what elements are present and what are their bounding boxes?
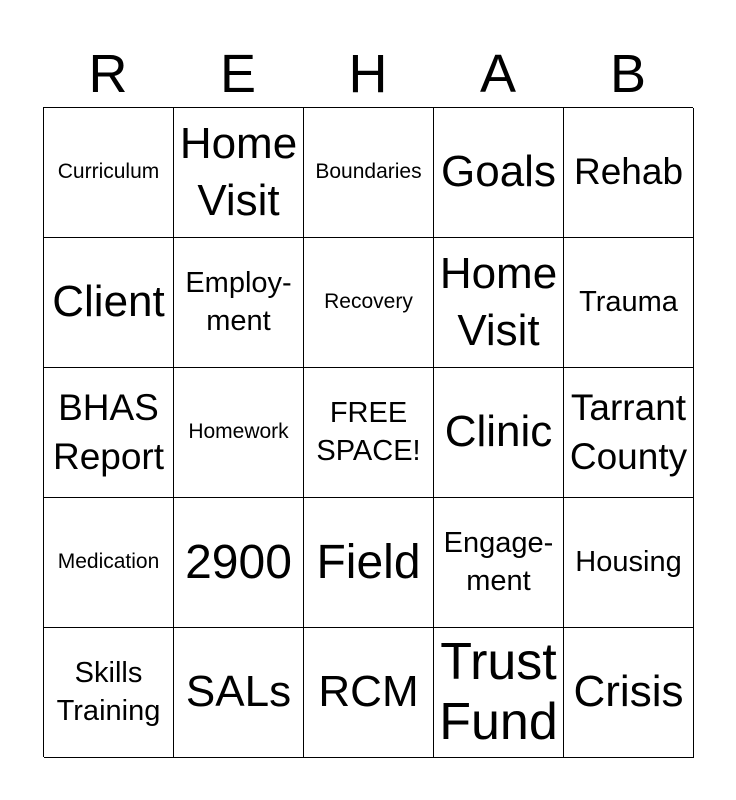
header-letter-r: R [88,44,128,104]
bingo-cell[interactable] [434,368,564,498]
bingo-header [43,40,693,108]
cell-label: Medication [57,550,160,574]
bingo-cell[interactable] [44,628,174,758]
cell-label: Recovery [324,290,413,314]
cell-label: Field [316,535,421,589]
bingo-cell[interactable] [174,108,304,238]
free-space-cell[interactable] [304,368,434,498]
cell-label: Employ- ment [185,266,292,337]
cell-label: Housing [575,545,682,578]
header-letter-a: A [479,44,517,104]
bingo-cell[interactable] [44,108,174,238]
cell-label: Goals [441,147,556,197]
bingo-cell[interactable] [174,498,304,628]
bingo-board [43,107,693,757]
cell-label: Tarrant County [569,387,688,477]
cell-label: BHAS Report [52,387,165,477]
bingo-cell[interactable] [434,628,564,758]
header-letter-e: E [219,44,257,104]
cell-label: 2900 [185,535,292,589]
header-letter-h: H [348,44,388,104]
bingo-cell[interactable] [174,628,304,758]
cell-label: Skills Training [56,656,161,727]
header-letter-b: B [609,44,647,104]
bingo-cell[interactable] [304,238,434,368]
bingo-cell[interactable] [564,238,694,368]
bingo-cell[interactable] [174,238,304,368]
cell-label: Engage- ment [443,526,554,597]
cell-label: Trauma [579,285,678,318]
cell-label: RCM [318,667,419,717]
bingo-cell[interactable] [434,238,564,368]
cell-label: Home Visit [179,119,298,225]
cell-label: Home Visit [439,249,558,355]
cell-label: Boundaries [315,160,422,184]
bingo-cell[interactable] [304,628,434,758]
cell-label: Clinic [444,407,553,457]
cell-label: Homework [188,420,289,444]
bingo-cell[interactable] [564,628,694,758]
bingo-cell[interactable] [434,498,564,628]
cell-label: SALs [185,667,292,717]
cell-label: Rehab [573,151,684,193]
cell-label: Curriculum [57,160,160,184]
cell-label: Trust Fund [439,632,558,751]
bingo-cell[interactable] [434,108,564,238]
bingo-cell[interactable] [44,498,174,628]
cell-label: FREE SPACE! [316,396,421,467]
bingo-cell[interactable] [174,368,304,498]
bingo-cell[interactable] [44,368,174,498]
bingo-cell[interactable] [304,108,434,238]
bingo-cell[interactable] [564,368,694,498]
bingo-cell[interactable] [564,108,694,238]
cell-label: Crisis [573,667,684,717]
bingo-cell[interactable] [564,498,694,628]
cell-label: Client [52,277,165,327]
bingo-cell[interactable] [304,498,434,628]
bingo-cell[interactable] [44,238,174,368]
